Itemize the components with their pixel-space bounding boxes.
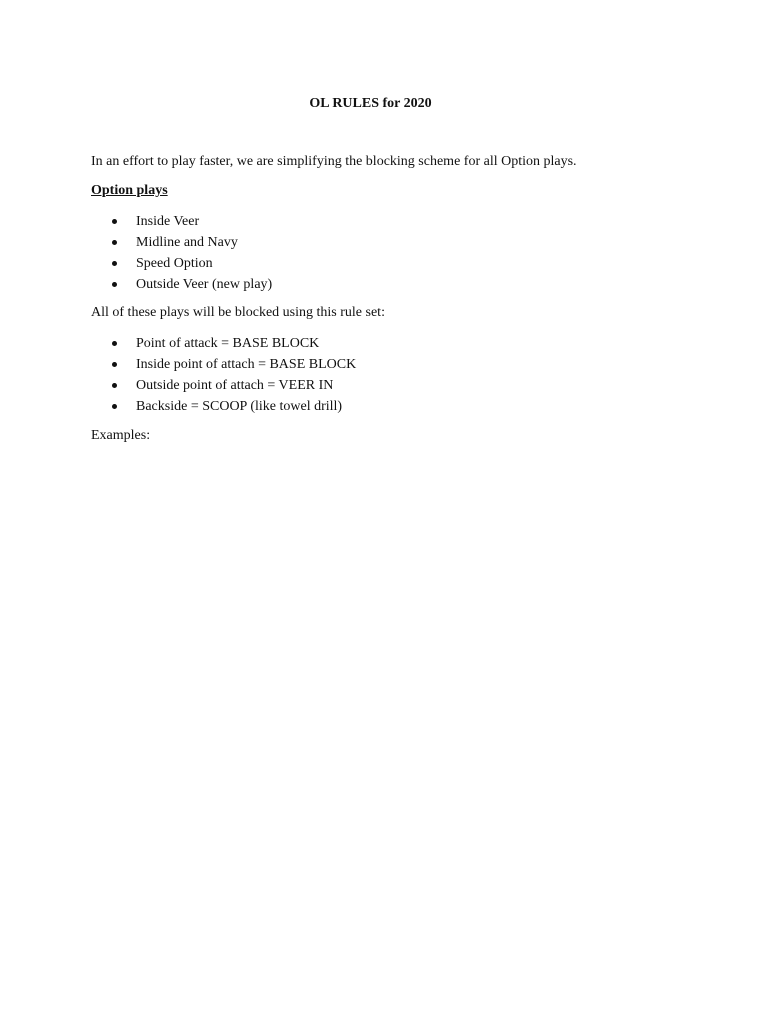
list-item-text: Point of attack = BASE BLOCK (136, 336, 320, 351)
list-item-text: Speed Option (136, 256, 213, 271)
list-item-text: Backside = SCOOP (like towel drill) (136, 399, 343, 414)
bullet-icon (112, 341, 117, 346)
bullet-icon (112, 383, 117, 388)
list-item-text: Outside point of attach = VEER IN (136, 378, 334, 393)
bullet-icon (112, 261, 117, 266)
intro-paragraph: In an effort to play faster, we are simplifying the blocking scheme for all Option plays. (91, 154, 577, 169)
list-item (91, 333, 356, 354)
list-item (91, 375, 356, 396)
option-plays-list (91, 211, 272, 295)
bullet-icon (112, 404, 117, 409)
bullet-icon (112, 240, 117, 245)
list-item (91, 232, 272, 253)
list-item (91, 396, 356, 417)
blocking-rules-list (91, 333, 356, 417)
bullet-icon (112, 219, 117, 224)
rules-intro-paragraph: All of these plays will be blocked using this rule set: (91, 305, 385, 320)
list-item-text: Outside Veer (new play) (136, 277, 273, 292)
document-title: OL RULES for 2020 (309, 96, 432, 111)
bullet-icon (112, 282, 117, 287)
list-item-text: Inside point of attach = BASE BLOCK (136, 357, 357, 372)
examples-label: Examples: (91, 428, 151, 443)
list-item (91, 253, 272, 274)
list-item (91, 274, 272, 295)
list-item-text: Inside Veer (136, 214, 200, 229)
list-item (91, 354, 356, 375)
option-plays-heading: Option plays (91, 183, 168, 198)
list-item-text: Midline and Navy (136, 235, 238, 250)
list-item (91, 211, 272, 232)
bullet-icon (112, 362, 117, 367)
